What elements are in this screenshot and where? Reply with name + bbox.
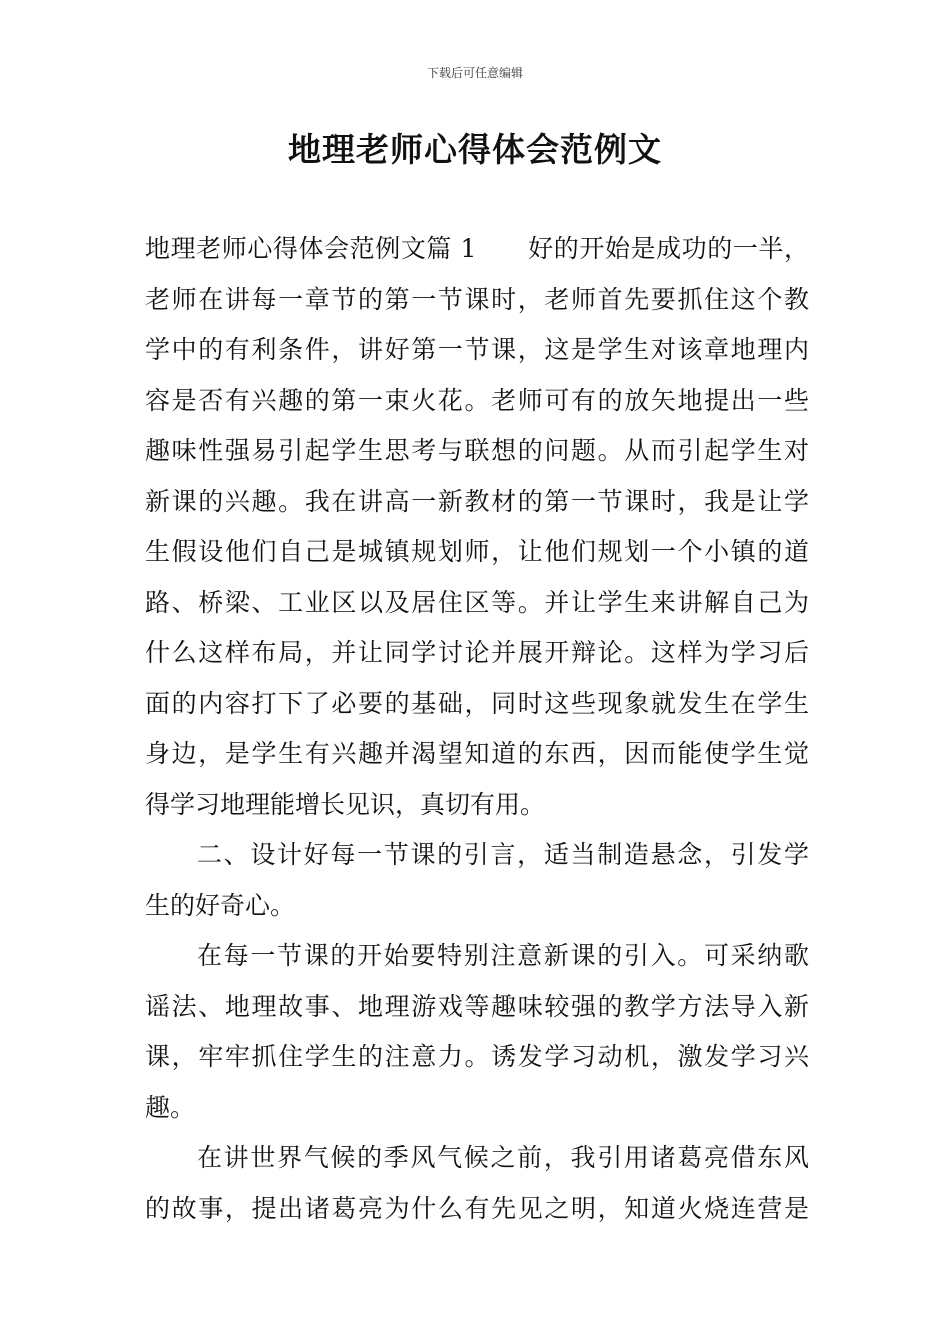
- document-title: 地理老师心得体会范例文: [288, 130, 662, 169]
- body-line: 学中的有利条件，讲好第一节课，这是学生对该章地理内: [145, 335, 809, 364]
- body-line: 的故事，提出诸葛亮为什么有先见之明，知道火烧连营是: [145, 1193, 809, 1223]
- body-line: 生假设他们自己是城镇规划师，让他们规划一个小镇的道: [145, 537, 809, 566]
- body-line: 趣。: [145, 1092, 196, 1122]
- body-line: 面的内容打下了必要的基础，同时这些现象就发生在学生: [145, 688, 809, 718]
- body-line: 新课的兴趣。我在讲高一新教材的第一节课时，我是让学: [145, 486, 809, 516]
- body-line: 得学习地理能增长见识，真切有用。: [145, 789, 546, 819]
- body-line: 谣法、地理故事、地理游戏等趣味较强的教学方法导入新: [145, 991, 809, 1021]
- body-line: 在讲世界气候的季风气候之前，我引用诸葛亮借东风: [197, 1143, 809, 1172]
- header-note: 下载后可任意编辑: [426, 66, 523, 80]
- body-line: 课，牢牢抓住学生的注意力。诱发学习动机，激发学习兴: [145, 1042, 809, 1071]
- body-line: 路、桥梁、工业区以及居住区等。并让学生来讲解自己为: [145, 587, 809, 617]
- body-line: 趣味性强易引起学生思考与联想的问题。从而引起学生对: [145, 436, 809, 465]
- body-line: 什么这样布局，并让同学讨论并展开辩论。这样为学习后: [145, 638, 809, 667]
- body-line: 容是否有兴趣的第一束火花。老师可有的放矢地提出一些: [145, 385, 809, 415]
- document-body: [145, 224, 809, 1234]
- body-line: 二、设计好每一节课的引言，适当制造悬念，引发学: [197, 840, 809, 869]
- body-line: 在每一节课的开始要特别注意新课的引入。可采纳歌: [197, 941, 809, 970]
- body-line: 身边，是学生有兴趣并渴望知道的东西，因而能使学生觉: [145, 739, 809, 768]
- body-line: 老师在讲每一章节的第一节课时，老师首先要抓住这个教: [145, 284, 809, 314]
- body-line: 生的好奇心。: [145, 890, 296, 920]
- body-line: 地理老师心得体会范例文篇 1 好的开始是成功的一半，: [145, 234, 809, 263]
